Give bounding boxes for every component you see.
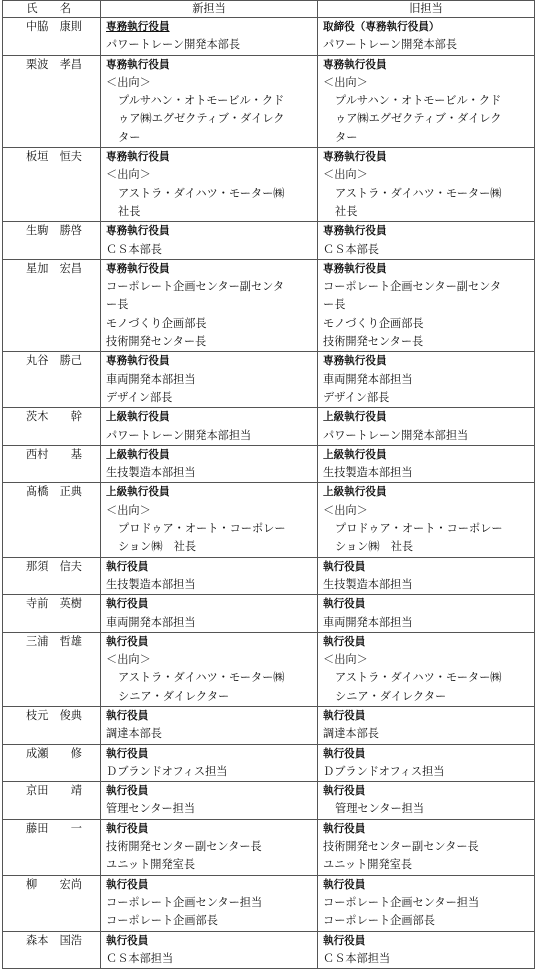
new-assignment-cell xyxy=(101,408,318,446)
position-title: 専務執行役員 xyxy=(106,21,170,33)
position-title: 執行役員 xyxy=(106,709,149,722)
assignment-line: 車両開発本部担当 xyxy=(106,615,196,629)
assignment-line: ユニット開発室長 xyxy=(323,858,413,872)
old-assignment-cell xyxy=(318,259,535,351)
header-name: 氏 名 xyxy=(3,1,101,18)
assignment-line: コーポレート企画部長 xyxy=(323,914,435,928)
position-title: 取締役（専務執行役員） xyxy=(323,21,440,33)
position-title: 専務執行役員 xyxy=(106,225,170,238)
assignment-line: 生技製造本部担当 xyxy=(106,466,196,480)
table-row xyxy=(3,445,535,483)
executive-name xyxy=(3,875,101,931)
new-assignment-cell xyxy=(101,259,318,351)
assignment-line: ユニット開発室長 xyxy=(106,858,196,872)
executive-name xyxy=(3,222,101,260)
assignment-line: アストラ・ダイハツ・モーター㈱ xyxy=(118,186,285,200)
position-title: 執行役員 xyxy=(323,598,366,611)
old-assignment-cell xyxy=(318,706,535,744)
executive-name xyxy=(3,819,101,875)
assignment-line: 車両開発本部担当 xyxy=(323,372,413,386)
assignment-line: ー長 xyxy=(106,298,129,312)
table-row xyxy=(3,352,535,408)
table-row xyxy=(3,557,535,595)
assignment-line: ＜出向＞ xyxy=(323,75,368,89)
position-title: 執行役員 xyxy=(323,878,366,891)
new-assignment-cell xyxy=(101,445,318,483)
executive-name xyxy=(3,18,101,56)
position-title: 専務執行役員 xyxy=(323,225,387,238)
executive-name xyxy=(3,408,101,446)
position-title: 執行役員 xyxy=(106,934,149,947)
position-title: 上級執行役員 xyxy=(323,448,387,461)
assignment-line: ＣＳ本部担当 xyxy=(106,951,174,965)
executive-name-text: 中脇 康則 xyxy=(26,20,82,33)
executive-name xyxy=(3,445,101,483)
assignment-line: 社長 xyxy=(118,204,141,218)
assignment-line: ＜出向＞ xyxy=(323,168,368,182)
position-title: 執行役員 xyxy=(323,822,366,835)
position-title: 執行役員 xyxy=(106,635,149,648)
executive-name xyxy=(3,483,101,557)
old-assignment-cell xyxy=(318,931,535,969)
assignment-line: 管理センター担当 xyxy=(335,802,425,816)
new-assignment-cell xyxy=(101,18,318,56)
assignment-line: デザイン部長 xyxy=(106,390,173,404)
table-row xyxy=(3,706,535,744)
assignment-line: 生技製造本部担当 xyxy=(106,577,196,591)
position-title: 専務執行役員 xyxy=(106,151,170,164)
assignment-line: ＜出向＞ xyxy=(323,653,368,667)
table-row xyxy=(3,595,535,633)
table-row xyxy=(3,148,535,222)
position-title: 執行役員 xyxy=(323,785,366,798)
position-title: 執行役員 xyxy=(106,878,149,891)
assignment-line: 技術開発センター長 xyxy=(323,335,424,349)
new-assignment-cell xyxy=(101,483,318,557)
assignment-line: ＜出向＞ xyxy=(106,503,151,517)
old-assignment-cell xyxy=(318,819,535,875)
assignment-line: 生技製造本部担当 xyxy=(323,466,413,480)
header-row xyxy=(3,1,535,18)
assignment-line: パワートレーン開発本部担当 xyxy=(323,428,469,442)
table-row xyxy=(3,222,535,260)
table-row xyxy=(3,819,535,875)
position-title: 執行役員 xyxy=(323,709,366,722)
old-assignment-cell xyxy=(318,875,535,931)
position-title: 執行役員 xyxy=(323,560,366,573)
new-assignment-cell xyxy=(101,595,318,633)
assignment-line: アストラ・ダイハツ・モーター㈱ xyxy=(118,671,285,685)
assignment-line: コーポレート企画センター副センタ xyxy=(106,280,285,294)
assignment-line: 生技製造本部担当 xyxy=(323,577,413,591)
assignment-line: パワートレーン開発本部長 xyxy=(106,38,241,52)
new-assignment-cell xyxy=(101,222,318,260)
executive-name xyxy=(3,595,101,633)
assignment-line: シニア・ダイレクター xyxy=(118,689,230,703)
new-assignment-cell xyxy=(101,557,318,595)
position-title: 上級執行役員 xyxy=(323,411,387,424)
assignment-line: ー長 xyxy=(323,298,346,312)
old-assignment-cell xyxy=(318,148,535,222)
new-assignment-cell xyxy=(101,632,318,706)
old-assignment-cell xyxy=(318,408,535,446)
new-assignment-cell xyxy=(101,352,318,408)
assignment-line: ＣＳ本部長 xyxy=(106,242,162,256)
old-assignment-cell xyxy=(318,632,535,706)
table-row xyxy=(3,931,535,969)
assignment-line: コーポレート企画センター副センタ xyxy=(323,280,502,294)
executive-roster-table xyxy=(2,0,535,969)
position-title: 執行役員 xyxy=(106,560,149,573)
executive-name-text: 成瀬 修 xyxy=(26,746,82,760)
position-title: 専務執行役員 xyxy=(323,151,387,164)
assignment-line: プルサハン・オトモービル・クド xyxy=(335,94,502,108)
position-title: 執行役員 xyxy=(106,785,149,798)
assignment-line: コーポレート企画センター担当 xyxy=(106,895,263,909)
new-assignment-cell xyxy=(101,782,318,820)
new-assignment-cell xyxy=(101,875,318,931)
old-assignment-cell xyxy=(318,352,535,408)
table-row xyxy=(3,782,535,820)
assignment-line: ゥア㈱エグゼクティブ・ダイレク xyxy=(118,112,285,126)
position-title: 上級執行役員 xyxy=(323,486,387,499)
executive-name xyxy=(3,632,101,706)
executive-name-text: 星加 宏昌 xyxy=(26,261,82,275)
table-row xyxy=(3,744,535,782)
position-title: 執行役員 xyxy=(106,598,149,611)
assignment-line: 技術開発センター長 xyxy=(106,335,207,349)
new-assignment-cell xyxy=(101,706,318,744)
assignment-line: コーポレート企画部長 xyxy=(106,914,218,928)
table-row xyxy=(3,632,535,706)
executive-name xyxy=(3,55,101,147)
header-old-assignment: 旧担当 xyxy=(318,1,535,18)
executive-name-text: 生駒 勝啓 xyxy=(26,224,82,238)
executive-name xyxy=(3,259,101,351)
assignment-line: ＣＳ本部長 xyxy=(323,242,379,256)
position-title: 上級執行役員 xyxy=(106,486,170,499)
executive-name-text: 茨木 幹 xyxy=(26,410,82,424)
table-row xyxy=(3,875,535,931)
assignment-line: ゥア㈱エグゼクティブ・ダイレク xyxy=(335,112,502,126)
assignment-line: 車両開発本部担当 xyxy=(323,615,413,629)
table-row xyxy=(3,259,535,351)
executive-name-text: 髙橋 正典 xyxy=(26,485,82,499)
executive-name-text: 森本 国浩 xyxy=(26,933,82,947)
assignment-line: モノづくり企画部長 xyxy=(106,316,207,330)
executive-name xyxy=(3,931,101,969)
assignment-line: シニア・ダイレクター xyxy=(335,689,447,703)
assignment-line: ＜出向＞ xyxy=(106,75,151,89)
executive-name-text: 那須 信夫 xyxy=(26,559,82,573)
assignment-line: 社長 xyxy=(335,204,358,218)
assignment-line: プルサハン・オトモービル・クド xyxy=(118,94,285,108)
position-title: 専務執行役員 xyxy=(106,262,170,275)
assignment-line: ＣＳ本部担当 xyxy=(323,951,391,965)
assignment-line: 車両開発本部担当 xyxy=(106,372,196,386)
executive-name-text: 京田 靖 xyxy=(26,784,82,798)
position-title: 専務執行役員 xyxy=(106,58,170,71)
assignment-line: 技術開発センター副センター長 xyxy=(106,840,262,854)
executive-name-text: 栗波 孝昌 xyxy=(26,57,82,71)
executive-name xyxy=(3,352,101,408)
assignment-line: 技術開発センター副センター長 xyxy=(323,840,479,854)
assignment-line: プロドゥア・オート・コーポレー xyxy=(118,522,286,536)
assignment-line: 管理センター担当 xyxy=(106,802,196,816)
assignment-line: ター xyxy=(335,130,358,144)
executive-name-text: 柳 宏尚 xyxy=(26,877,82,891)
assignment-line: プロドゥア・オート・コーポレー xyxy=(335,522,503,536)
executive-name xyxy=(3,148,101,222)
executive-name-text: 板垣 恒夫 xyxy=(26,150,82,164)
assignment-line: ション㈱ 社長 xyxy=(335,540,414,554)
table-row xyxy=(3,18,535,56)
assignment-line: ＜出向＞ xyxy=(106,168,151,182)
old-assignment-cell xyxy=(318,557,535,595)
old-assignment-cell xyxy=(318,445,535,483)
executive-name xyxy=(3,782,101,820)
old-assignment-cell xyxy=(318,782,535,820)
new-assignment-cell xyxy=(101,744,318,782)
assignment-line: アストラ・ダイハツ・モーター㈱ xyxy=(335,671,502,685)
old-assignment-cell xyxy=(318,483,535,557)
executive-name xyxy=(3,557,101,595)
assignment-line: Ｄブランドオフィス担当 xyxy=(323,764,445,778)
position-title: 専務執行役員 xyxy=(323,355,387,368)
executive-name-text: 西村 基 xyxy=(26,447,82,461)
executive-name-text: 丸谷 勝己 xyxy=(26,354,82,368)
assignment-line: モノづくり企画部長 xyxy=(323,316,424,330)
table-row xyxy=(3,483,535,557)
assignment-line: ション㈱ 社長 xyxy=(118,540,197,554)
position-title: 執行役員 xyxy=(323,635,366,648)
executive-name-text: 枝元 俊典 xyxy=(26,708,82,722)
assignment-line: 調達本部長 xyxy=(323,727,379,741)
position-title: 執行役員 xyxy=(323,934,366,947)
position-title: 上級執行役員 xyxy=(106,411,170,424)
position-title: 専務執行役員 xyxy=(106,355,170,368)
assignment-line: パワートレーン開発本部長 xyxy=(323,38,458,52)
executive-name-text: 寺前 英樹 xyxy=(26,597,82,611)
assignment-line: ター xyxy=(118,130,141,144)
executive-name-text: 三浦 哲雄 xyxy=(26,634,82,648)
position-title: 専務執行役員 xyxy=(323,262,387,275)
position-title: 専務執行役員 xyxy=(323,58,387,71)
new-assignment-cell xyxy=(101,931,318,969)
position-title: 上級執行役員 xyxy=(106,448,170,461)
new-assignment-cell xyxy=(101,148,318,222)
header-new-assignment: 新担当 xyxy=(101,1,318,18)
assignment-line: デザイン部長 xyxy=(323,390,390,404)
old-assignment-cell xyxy=(318,222,535,260)
old-assignment-cell xyxy=(318,55,535,147)
assignment-line: コーポレート企画センター担当 xyxy=(323,895,480,909)
new-assignment-cell xyxy=(101,55,318,147)
executive-name-text: 藤田 一 xyxy=(26,821,82,835)
position-title: 執行役員 xyxy=(323,747,366,760)
old-assignment-cell xyxy=(318,595,535,633)
roster-body xyxy=(3,18,535,969)
executive-name xyxy=(3,706,101,744)
executive-name xyxy=(3,744,101,782)
position-title: 執行役員 xyxy=(106,822,149,835)
assignment-line: Ｄブランドオフィス担当 xyxy=(106,764,228,778)
assignment-line: 調達本部長 xyxy=(106,727,162,741)
assignment-line: パワートレーン開発本部担当 xyxy=(106,428,252,442)
old-assignment-cell xyxy=(318,18,535,56)
assignment-line: アストラ・ダイハツ・モーター㈱ xyxy=(335,186,502,200)
assignment-line: ＜出向＞ xyxy=(106,653,151,667)
table-row xyxy=(3,408,535,446)
table-row xyxy=(3,55,535,147)
old-assignment-cell xyxy=(318,744,535,782)
position-title: 執行役員 xyxy=(106,747,149,760)
new-assignment-cell xyxy=(101,819,318,875)
assignment-line: ＜出向＞ xyxy=(323,503,368,517)
